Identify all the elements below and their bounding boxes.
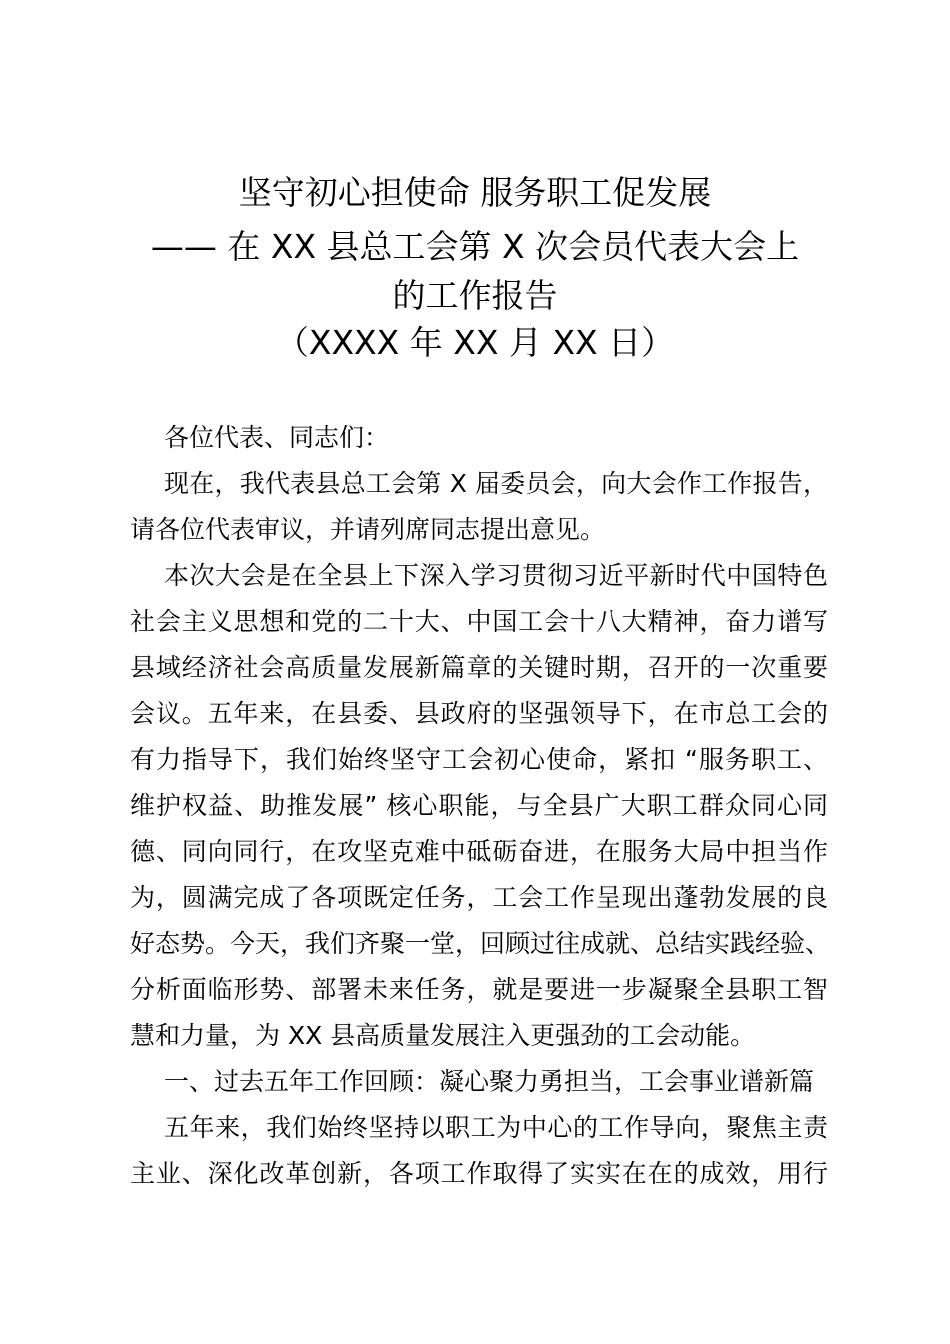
paragraph-line: 慧和力量，为 XX 县高质量发展注入更强劲的工会动能。 bbox=[130, 1021, 756, 1050]
paragraph-line: 现在，我代表县总工会第 X 届委员会，向大会作工作报告， bbox=[164, 469, 828, 498]
paragraph-line: 为，圆满完成了各项既定任务，工会工作呈现出蓬勃发展的良 bbox=[130, 883, 828, 912]
document-date: （XXXX 年 XX 月 XX 日） bbox=[275, 323, 675, 362]
document-body bbox=[130, 418, 831, 1200]
paragraph-line: 五年来，我们始终坚持以职工为中心的工作导向，聚焦主责 bbox=[164, 1113, 828, 1142]
paragraph-line: 一、过去五年工作回顾：凝心聚力勇担当，工会事业谱新篇 bbox=[164, 1067, 815, 1096]
paragraph-line: 有力指导下，我们始终坚守工会初心使命，紧扣 “服务职工、 bbox=[130, 745, 828, 774]
paragraph-line: 会议。五年来，在县委、县政府的坚强领导下，在市总工会的 bbox=[130, 699, 828, 728]
paragraph-line: 德、同向同行，在攻坚克难中砥砺奋进，在服务大局中担当作 bbox=[130, 837, 828, 866]
paragraph-line: 分析面临形势、部署未来任务，就是要进一步凝聚全县职工智 bbox=[130, 975, 828, 1004]
paragraph-line: 各位代表、同志们： bbox=[164, 423, 390, 452]
paragraph-line: 请各位代表审议，并请列席同志提出意见。 bbox=[130, 515, 606, 544]
paragraph-line: 好态势。今天，我们齐聚一堂，回顾过往成就、总结实践经验、 bbox=[130, 929, 831, 958]
paragraph-line: 本次大会是在全县上下深入学习贯彻习近平新时代中国特色 bbox=[164, 561, 828, 590]
document-subtitle-line2: 的工作报告 bbox=[392, 276, 558, 315]
document-title: 坚守初心担使命 服务职工促发展 bbox=[238, 173, 712, 212]
paragraph-line: 主业、深化改革创新，各项工作取得了实实在在的成效，用行 bbox=[130, 1159, 828, 1188]
paragraph-line: 维护权益、助推发展” 核心职能，与全县广大职工群众同心同 bbox=[130, 791, 828, 820]
paragraph-line: 县域经济社会高质量发展新篇章的关键时期，召开的一次重要 bbox=[130, 653, 828, 682]
paragraph-line: 社会主义思想和党的二十大、中国工会十八大精神，奋力谱写 bbox=[130, 607, 828, 636]
document-subtitle-line1: —— 在 XX 县总工会第 X 次会员代表大会上 bbox=[150, 227, 800, 266]
